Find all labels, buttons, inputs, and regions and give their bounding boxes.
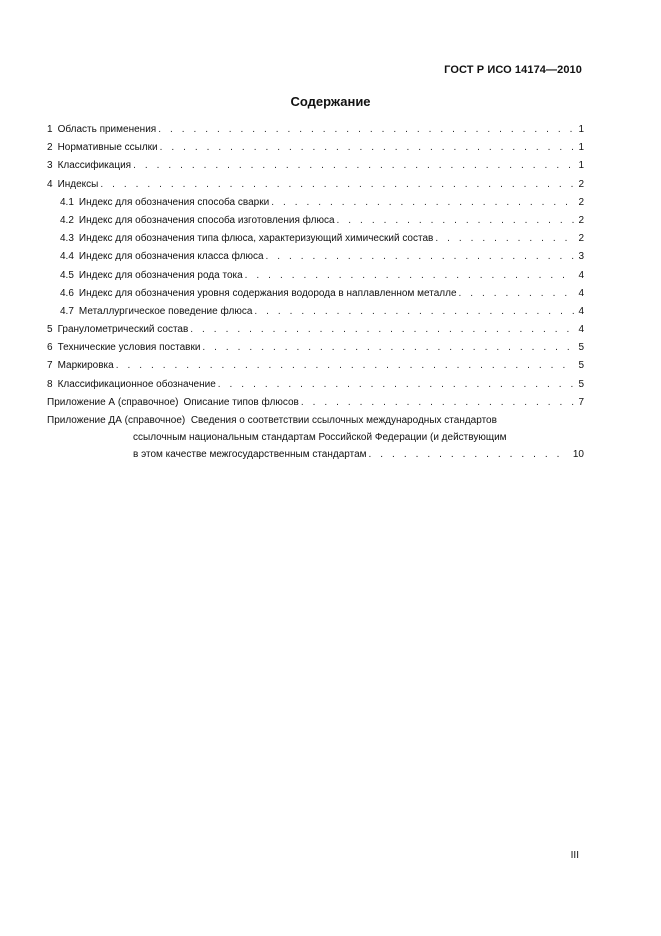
toc-entry-page: 2 (578, 233, 584, 245)
dot-leader (459, 285, 575, 303)
toc-entry-page: 10 (572, 449, 584, 460)
toc-entry-page: 5 (578, 342, 584, 354)
toc-entry-number: 2 (47, 142, 53, 154)
appendix-da-first-line (47, 412, 584, 429)
toc-entry-4-3[interactable] (47, 230, 584, 248)
dot-leader (254, 303, 574, 321)
toc-entry-1[interactable] (47, 121, 584, 139)
toc-entry-number: 1 (47, 124, 53, 135)
toc-entry-number: 4 (47, 178, 53, 190)
dot-leader (133, 157, 574, 175)
standard-code-header: ГОСТ Р ИСО 14174—2010 (444, 64, 582, 76)
dot-leader (245, 267, 575, 285)
toc-entry-page: 1 (578, 160, 584, 172)
toc-entry-appendix-da[interactable] (47, 412, 584, 463)
toc-entry-title: Классификация (57, 160, 132, 172)
toc-entry-title: Индекс для обозначения способа сварки (78, 196, 270, 208)
toc-entry-4-1[interactable] (47, 194, 584, 212)
toc-entry-number: 4.2 (60, 214, 74, 226)
appendix-da-title-line1: Сведения о соответствии ссылочных международных стандартов (190, 415, 497, 426)
toc-entry-number: 4.1 (60, 196, 74, 208)
toc-entry-page: 5 (578, 378, 584, 390)
dot-leader (435, 230, 574, 248)
toc-entry-page: 4 (578, 269, 584, 281)
appendix-da-label: Приложение ДА (справочное) (47, 415, 186, 426)
dot-leader (100, 176, 574, 194)
toc-entry-title: Гранулометрический состав (57, 324, 189, 336)
toc-entry-4-6[interactable] (47, 285, 584, 303)
toc-entry-number: 4.3 (60, 233, 74, 245)
toc-entry-page: 2 (578, 196, 584, 208)
toc-entry-title: Область применения (57, 124, 157, 135)
toc-entry-5[interactable] (47, 321, 584, 339)
toc-entry-4-2[interactable] (47, 212, 584, 230)
toc-entry-number: 6 (47, 342, 53, 354)
appendix-da-title-line3: в этом качестве межгосударственным стандартам (133, 449, 367, 460)
toc-entry-number: 7 (47, 360, 53, 372)
toc-entry-page: 3 (578, 251, 584, 263)
toc-entry-title: Индексы (57, 178, 99, 190)
dot-leader (271, 194, 574, 212)
toc-entry-7[interactable] (47, 357, 584, 375)
dot-leader (369, 446, 569, 463)
toc-entry-appendix-a[interactable] (47, 394, 584, 412)
toc-entry-number: 4.5 (60, 269, 74, 281)
toc-entry-8[interactable] (47, 376, 584, 394)
toc-entry-title: Технические условия поставки (57, 342, 201, 354)
toc-entry-number: 8 (47, 378, 53, 390)
dot-leader (116, 357, 575, 375)
dot-leader (202, 339, 574, 357)
appendix-da-title-line2: ссылочным национальным стандартам Российской Федерации (и действующим (133, 432, 507, 443)
toc-entry-title: Классификационное обозначение (57, 378, 216, 390)
toc-entry-number: 4.6 (60, 287, 74, 299)
toc-entry-4-4[interactable] (47, 248, 584, 266)
toc-entry-4[interactable] (47, 176, 584, 194)
toc-entry-title: Металлургическое поведение флюса (78, 305, 253, 317)
dot-leader (301, 394, 575, 412)
toc-entry-3[interactable] (47, 157, 584, 175)
dot-leader (190, 321, 574, 339)
toc-entry-2[interactable] (47, 139, 584, 157)
dot-leader (218, 376, 575, 394)
toc-entry-4-5[interactable] (47, 267, 584, 285)
toc-title: Содержание (290, 94, 371, 109)
toc-entry-number: 5 (47, 324, 53, 336)
toc-entry-page: 2 (578, 178, 584, 190)
toc-entry-number: Приложение А (справочное) (47, 396, 179, 408)
table-of-contents (47, 121, 584, 463)
toc-entry-title: Описание типов флюсов (183, 396, 299, 408)
dot-leader (266, 248, 575, 266)
page-number: III (570, 850, 579, 861)
toc-entry-title: Индекс для обозначения уровня содержания водорода в наплавленном металле (78, 287, 457, 299)
toc-entry-number: 4.7 (60, 305, 74, 317)
toc-entry-page: 1 (578, 124, 584, 135)
toc-entry-title: Индекс для обозначения способа изготовления флюса (78, 214, 335, 226)
toc-entry-6[interactable] (47, 339, 584, 357)
toc-entry-4-7[interactable] (47, 303, 584, 321)
toc-entry-title: Нормативные ссылки (57, 142, 158, 154)
toc-entry-title: Индекс для обозначения класса флюса (78, 251, 264, 263)
dot-leader (158, 121, 574, 139)
dot-leader (337, 212, 575, 230)
appendix-da-last-line (47, 446, 584, 463)
toc-entry-page: 4 (578, 287, 584, 299)
toc-entry-number: 3 (47, 160, 53, 172)
toc-entry-page: 1 (578, 142, 584, 154)
toc-entry-page: 4 (578, 305, 584, 317)
toc-entry-page: 4 (578, 324, 584, 336)
toc-entry-page: 7 (578, 396, 584, 408)
toc-entry-number: 4.4 (60, 251, 74, 263)
toc-entry-title: Маркировка (57, 360, 114, 372)
dot-leader (160, 139, 575, 157)
toc-entry-page: 2 (578, 214, 584, 226)
toc-entry-page: 5 (578, 360, 584, 372)
toc-entry-title: Индекс для обозначения типа флюса, характеризующий химический состав (78, 233, 434, 245)
toc-entry-title: Индекс для обозначения рода тока (78, 269, 243, 281)
